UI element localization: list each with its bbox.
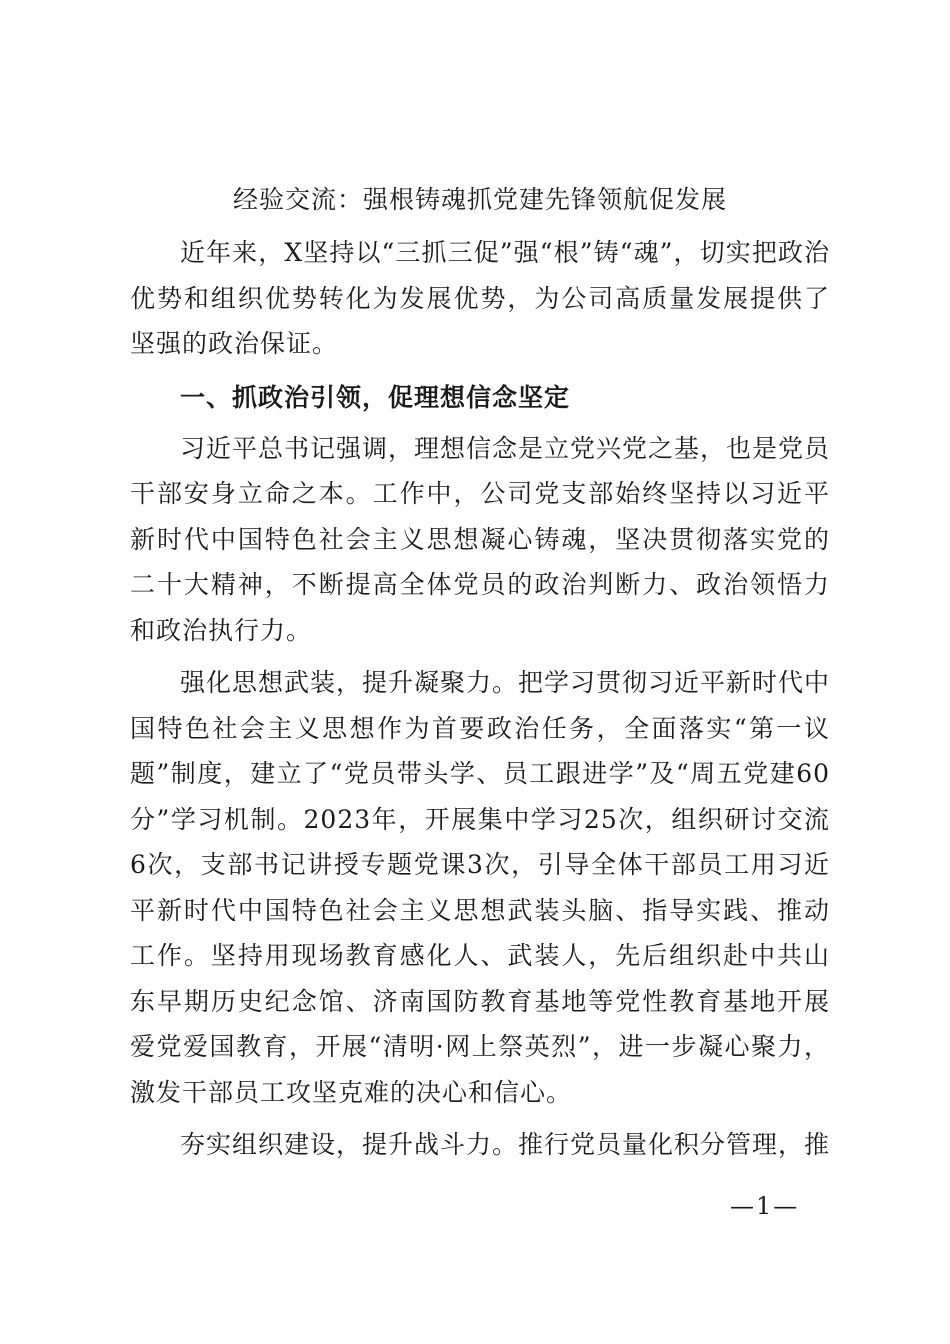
document-body (130, 230, 830, 1175)
document-title: 经验交流：强根铸魂抓党建先锋领航促发展 (232, 185, 727, 214)
section1-paragraph-3: 夯实组织建设，提升战斗力。推行党员量化积分管理，推 (180, 1130, 831, 1159)
section1-paragraph-2: 强化思想武装，提升凝聚力。把学习贯彻习近平新时代中国特色社会主义思想作为首要政治任务，全面落实“第一议题”制度，建立了“党员带头学、员工跟进学”及“周五党建60分”学习机制。2023年，开展集中学习25次，组织研讨交流6次，支部书记讲授专题党课3次，引导全体干部员工用习近平新时代中国特色社会主义思想武装头脑、指导实践、推动工作。坚持用现场教育感化人、武装人，先后组织赴中共山东早期历史纪念馆、济南国防教育基地等党性教育基地开展爱党爱国教育，开展“清明·网上祭英烈”，进一步凝心聚力，激发干部员工攻坚克难的决心和信心。 (130, 668, 831, 1107)
section-heading-1: 一、抓政治引领，促理想信念坚定 (180, 382, 571, 412)
section1-paragraph-1: 习近平总书记强调，理想信念是立党兴党之基，也是党员干部安身立命之本。工作中，公司党支部始终坚持以习近平新时代中国特色社会主义思想凝心铸魂，坚决贯彻落实党的二十大精神，不断提高全体党员的政治判断力、政治领悟力和政治执行力。 (130, 433, 831, 645)
page-number: —1— (730, 1192, 800, 1220)
intro-paragraph: 近年来，X坚持以“三抓三促”强“根”铸“魂”，切实把政治优势和组织优势转化为发展优势，为公司高质量发展提供了坚强的政治保证。 (130, 238, 830, 358)
